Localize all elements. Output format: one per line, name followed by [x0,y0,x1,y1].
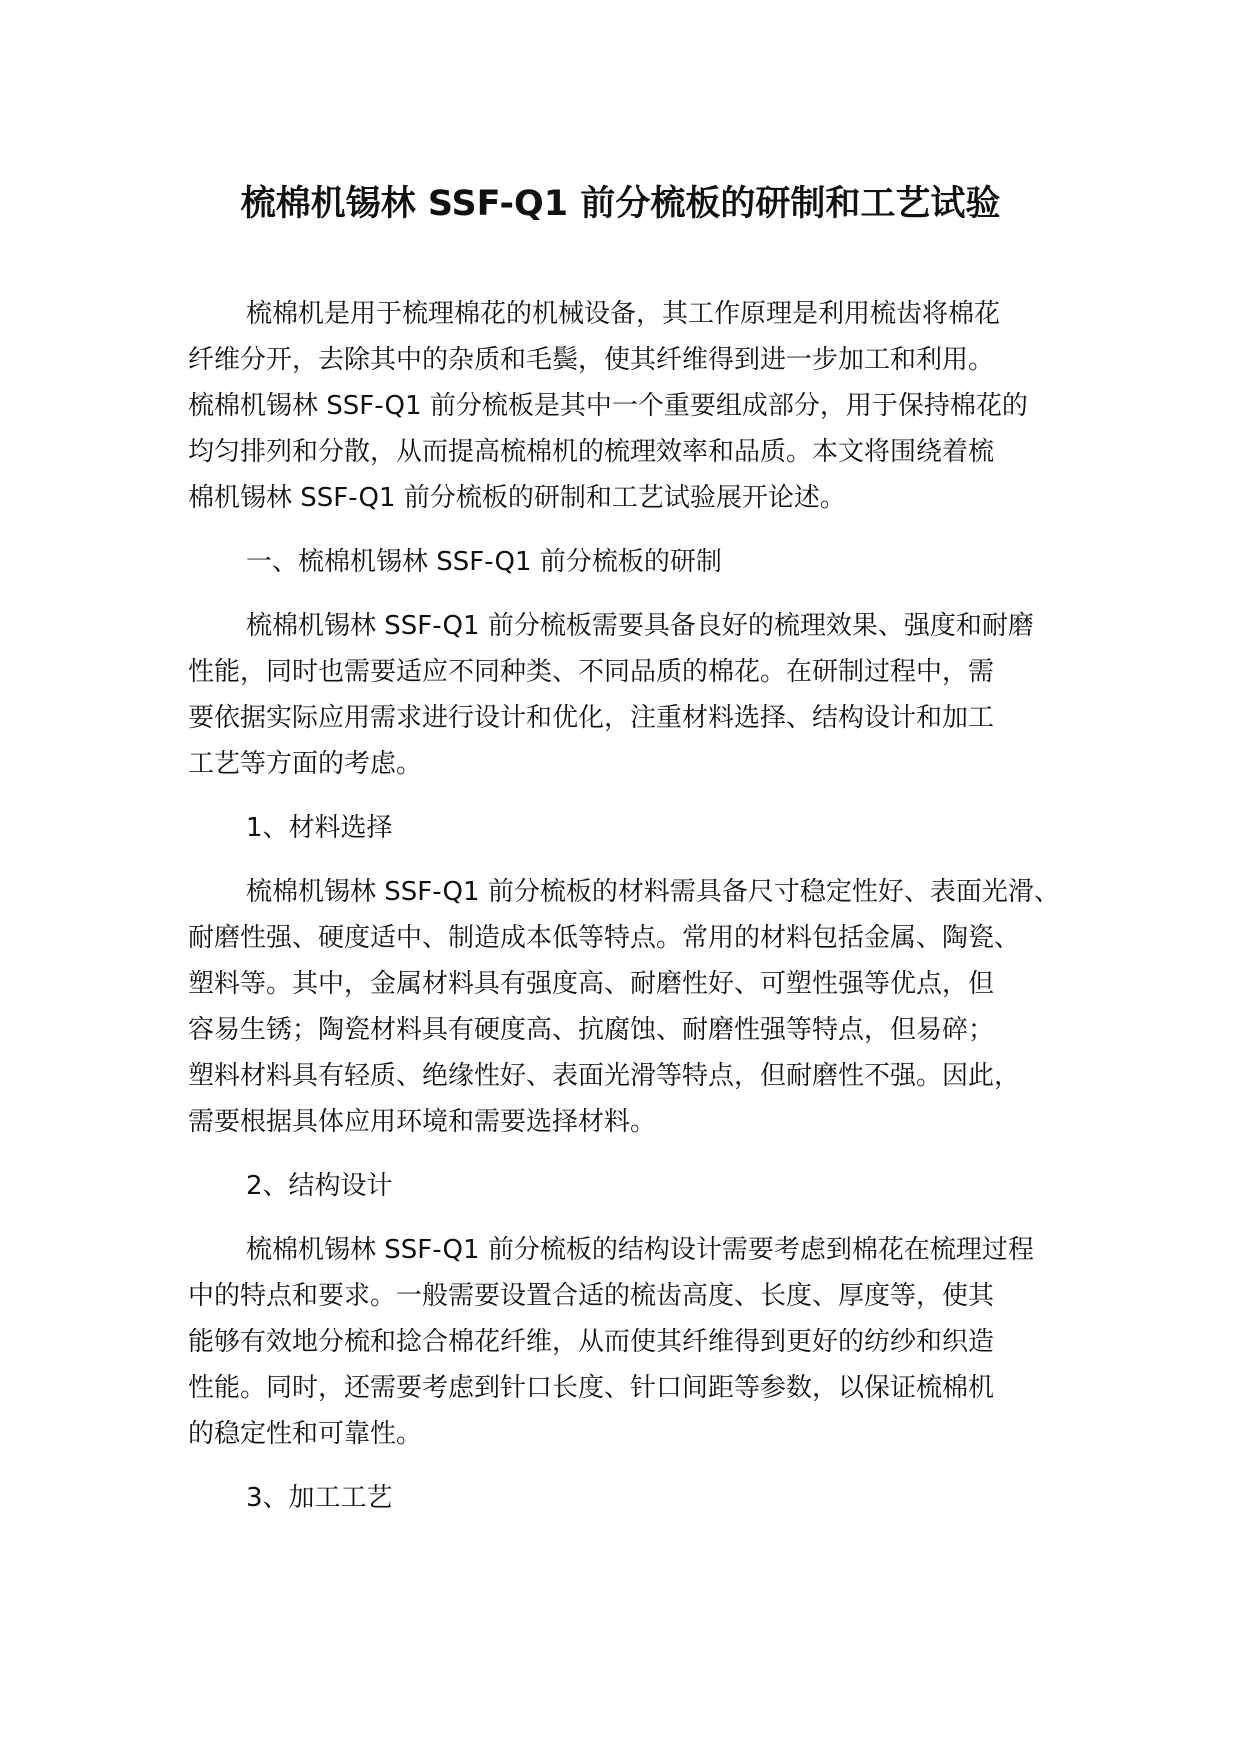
paragraph-line: 塑料材料具有轻质、绝缘性好、表面光滑等特点，但耐磨性不强。因此， [188,1061,1021,1091]
intro-paragraph [188,291,1068,521]
paragraph-line: 纤维分开，去除其中的杂质和毛鬓，使其纤维得到进一步加工和利用。 [188,345,995,375]
section1-paragraph [188,603,1068,787]
subsection-heading: 3、加工工艺 [246,1483,393,1513]
paragraph-line: 中的特点和要求。一般需要设置合适的梳齿高度、长度、厚度等，使其 [188,1281,995,1311]
paragraph-line: 的稳定性和可靠性。 [188,1419,423,1449]
paragraph-line: 要依据实际应用需求进行设计和优化，注重材料选择、结构设计和加工 [188,703,995,733]
subsection-heading: 2、结构设计 [246,1171,393,1201]
paragraph-line: 需要根据具体应用环境和需要选择材料。 [188,1107,657,1137]
paragraph-line: 性能。同时，还需要考虑到针口长度、针口间距等参数，以保证梳棉机 [188,1373,995,1403]
paragraph-line: 工艺等方面的考虑。 [188,749,423,779]
paragraph-line: 均匀排列和分散，从而提高梳棉机的梳理效率和品质。本文将围绕着梳 [188,437,995,467]
document-body [188,291,1068,1539]
paragraph-line: 梳棉机是用于梳理棉花的机械设备，其工作原理是利用梳齿将棉花 [246,299,1001,329]
paragraph-line: 梳棉机锡林 SSF-Q1 前分梳板是其中一个重要组成部分，用于保持棉花的 [188,391,1028,421]
paragraph-line: 耐磨性强、硬度适中、制造成本低等特点。常用的材料包括金属、陶瓷、 [188,923,1021,953]
paragraph-line: 塑料等。其中，金属材料具有强度高、耐磨性好、可塑性强等优点，但 [188,969,995,999]
paragraph-line: 梳棉机锡林 SSF-Q1 前分梳板需要具备良好的梳理效果、强度和耐磨 [246,611,1034,641]
document-title: 梳棉机锡林 SSF-Q1 前分梳板的研制和工艺试验 [240,184,1001,224]
subsection-heading: 1、材料选择 [246,813,393,843]
paragraph-line: 棉机锡林 SSF-Q1 前分梳板的研制和工艺试验展开论述。 [188,483,846,513]
paragraph-line: 能够有效地分梳和捻合棉花纤维，从而使其纤维得到更好的纺纱和织造 [188,1327,995,1357]
paragraph-line: 性能，同时也需要适应不同种类、不同品质的棉花。在研制过程中，需 [188,657,995,687]
paragraph-line: 容易生锈；陶瓷材料具有硬度高、抗腐蚀、耐磨性强等特点，但易碎； [188,1015,995,1045]
paragraph-line: 梳棉机锡林 SSF-Q1 前分梳板的结构设计需要考虑到棉花在梳理过程 [246,1235,1034,1265]
sub1-paragraph [188,869,1068,1145]
paragraph-line: 梳棉机锡林 SSF-Q1 前分梳板的材料需具备尺寸稳定性好、表面光滑、 [246,877,1060,907]
section-heading: 一、梳棉机锡林 SSF-Q1 前分梳板的研制 [246,547,722,577]
sub2-paragraph [188,1227,1068,1457]
